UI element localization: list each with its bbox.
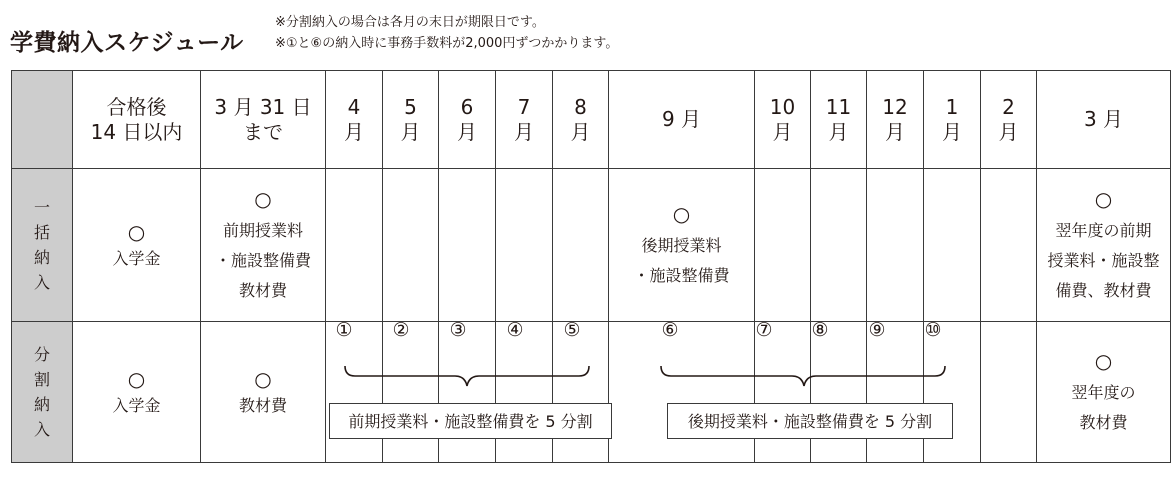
circle-mark: ○ [672,202,691,226]
header-dec: 12 月 [867,71,924,169]
lump-second-term: ○ 後期授業料 ・施設整備費 [609,169,755,322]
header-feb: 2 月 [981,71,1037,169]
lump-sum-label: 一 括 納 入 [12,169,73,322]
circle-mark: ○ [127,219,146,244]
installment-materials: ○ 教材費 [201,322,326,463]
note-fee: ※①と⑥の納入時に事務手数料が2,000円ずつかかります。 [275,36,619,51]
header-jan: 1 月 [924,71,981,169]
page-title: 学費納入スケジュール [10,30,244,56]
header-nov: 11 月 [811,71,867,169]
installment-next-year: ○ 翌年度の 教材費 [1037,322,1171,463]
circle-mark: ○ [254,366,272,391]
installment-number: ⑤ [563,319,581,341]
first-term-installment-box: 前期授業料・施設整備費を 5 分割 [329,403,612,439]
note-deadline: ※分割納入の場合は各月の末日が期限日です。 [275,15,545,30]
installment-number: ③ [449,319,467,341]
lump-next-year: ○ 翌年度の前期 授業料・施設整 備費、教材費 [1037,169,1171,322]
header-oct: 10 月 [755,71,811,169]
circle-mark: ○ [1094,187,1113,211]
header-mar: 3 月 [1037,71,1171,169]
installment-number: ④ [506,319,524,341]
header-jul: 7 月 [496,71,553,169]
lump-first-term: ○ 前期授業料 ・施設整備費 教材費 [201,169,326,322]
lump-entrance-fee: ○ 入学金 [73,169,201,322]
header-may: 5 月 [383,71,439,169]
installment-number: ⑨ [868,319,886,341]
installment-number: ⑧ [811,319,829,341]
installment-entrance-fee: ○ 入学金 [73,322,201,463]
circle-mark: ○ [127,366,146,391]
circle-mark: ○ [254,187,272,211]
installment-number: ① [335,319,353,341]
header-jun: 6 月 [439,71,496,169]
header-aug: 8 月 [553,71,609,169]
installment-label: 分 割 納 入 [12,322,73,463]
header-sep: 9 月 [609,71,755,169]
header-after-pass: 合格後 14 日以内 [73,71,201,169]
header-apr: 4 月 [326,71,383,169]
installment-number: ⑩ [924,319,942,341]
circle-mark: ○ [1094,349,1113,373]
installment-number: ② [392,319,410,341]
second-term-installment-box: 後期授業料・施設整備費を 5 分割 [667,403,953,439]
installment-number: ⑥ [661,319,679,341]
header-by-mar31: 3 月 31 日 まで [201,71,326,169]
installment-number: ⑦ [755,319,773,341]
